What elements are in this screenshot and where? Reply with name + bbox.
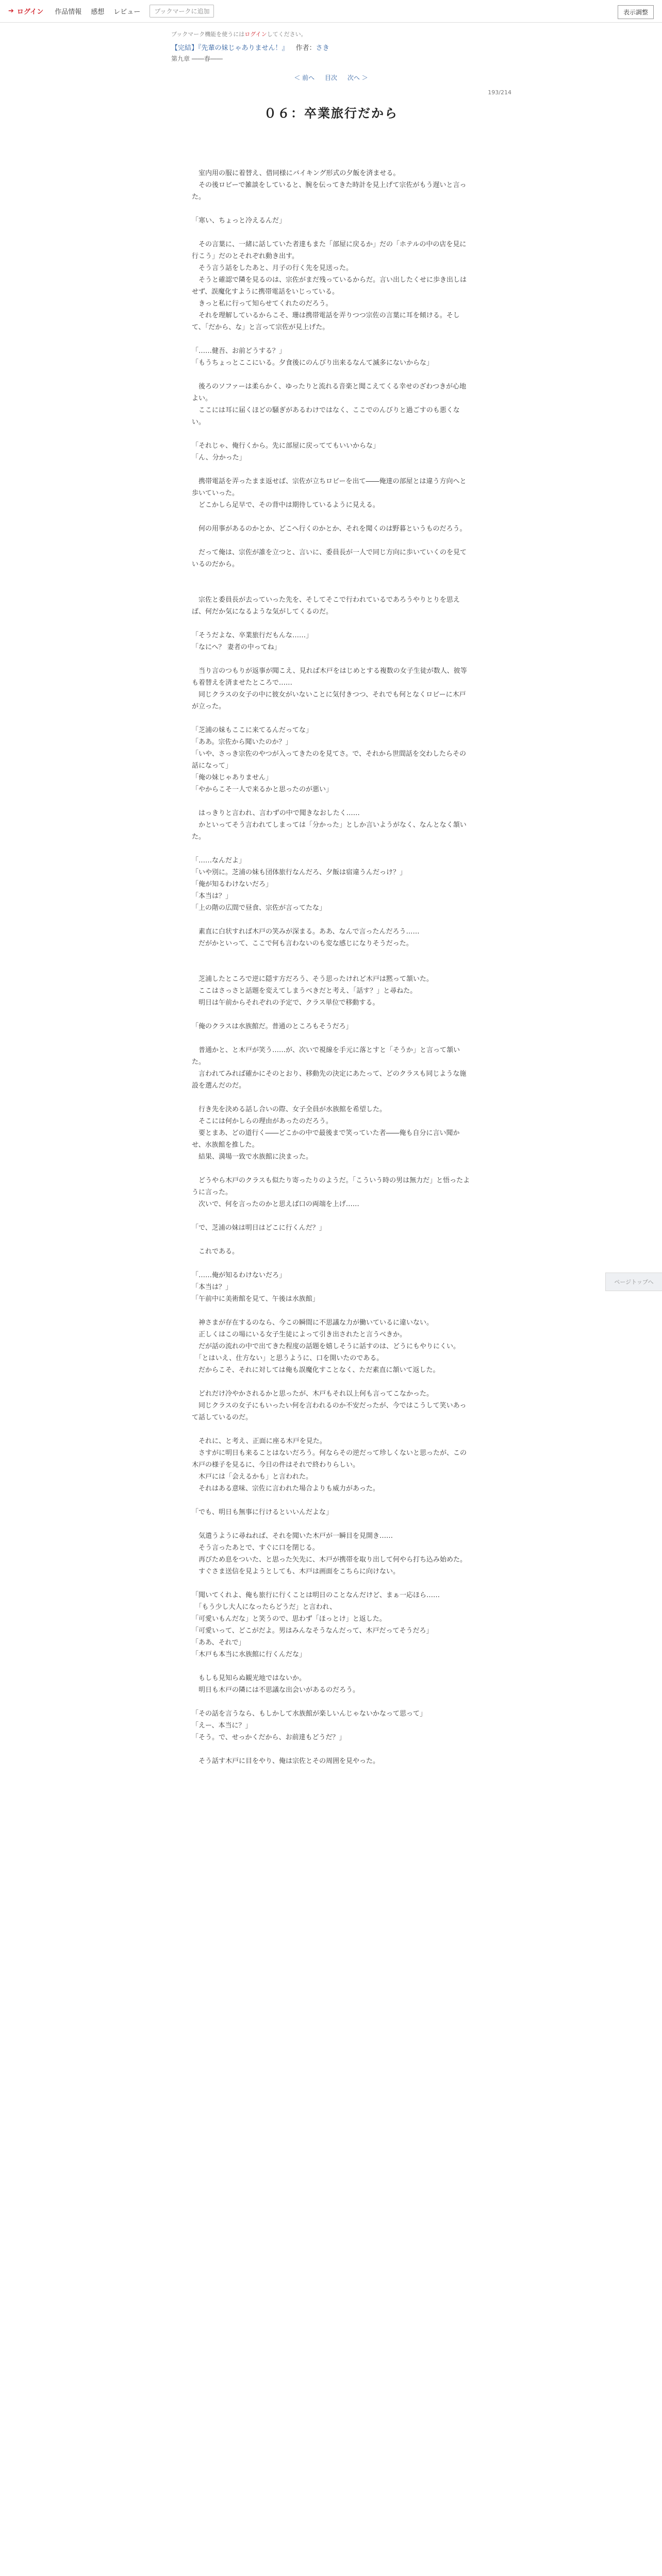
body-paragraph: 正しくはこの場にいる女子生徒によって引き出されたと言うべきか。 (192, 1331, 407, 1338)
body-paragraph: だって俺は、宗佐が誰を立つと、言いに、委員長が一人で同じ方向に歩いていくのを見ているのだから。 (192, 549, 467, 568)
body-paragraph: 「いや別に。芝浦の妹も団体旅行なんだろ、夕飯は宿違うんだっけ？」 (192, 869, 407, 876)
body-paragraph: 素直に白状すれば木戸の笑みが深まる。ああ、なんで言ったんだろう…… (192, 928, 420, 936)
body-paragraph: 「寒い、ちょっと冷えるんだ」 (192, 217, 286, 225)
body-paragraph (192, 333, 470, 345)
body-paragraph (192, 535, 470, 547)
body-paragraph (192, 1032, 470, 1044)
body-paragraph: さすがに明日も来ることはないだろう。何ならその逆だって珍しくないと思ったが、この木戸の様子を見るに、今日の件はそれで終わりらしい。 (192, 1449, 467, 1469)
body-paragraph (192, 582, 470, 594)
body-paragraph: それを理解しているからこそ、珊は携帯電話を弄りつつ宗佐の言葉に耳を傾ける。そして、「だから、な」と言って宗佐が見上げた。 (192, 312, 460, 331)
body-paragraph: 「それじゃ、俺行くから。先に部屋に戻っててもいいからな」 (192, 442, 380, 450)
add-bookmark-button[interactable]: ブックマークに追加 (150, 5, 214, 18)
nav-work-info[interactable]: 作品情報 (55, 8, 82, 16)
display-settings-button[interactable]: 表示調整 (618, 5, 654, 19)
top-bar (0, 0, 662, 23)
body-paragraph (192, 713, 470, 724)
body-paragraph: 「ん、分かった」 (192, 454, 246, 462)
body-paragraph (192, 1376, 470, 1388)
body-paragraph: 神さまが存在するのなら、今この瞬間に不思議な力が働いているに違いない。 (192, 1319, 434, 1327)
body-paragraph: 「いや、さっき宗佐のやつが入ってきたのを見てさ。で、それから世間話を交わしたらその話になって」 (192, 750, 466, 770)
body-paragraph (192, 570, 470, 582)
body-paragraph (192, 1009, 470, 1021)
body-paragraph: 「やからこそ一人で来るかと思ったのが悪い」 (192, 786, 333, 793)
body-paragraph: そう言う話をしたあと、月子の行く先を見送った。 (192, 264, 353, 272)
body-paragraph (192, 369, 470, 381)
body-paragraph: 「ああ。宗佐から聞いたのか？」 (192, 738, 292, 746)
body-paragraph (192, 511, 470, 523)
body-paragraph (192, 1163, 470, 1175)
body-paragraph (192, 1305, 470, 1317)
body-paragraph: 結果、満場一致で水族館に決まった。 (192, 1153, 313, 1161)
toc-link[interactable]: 目次 (324, 74, 337, 81)
login-link[interactable] (8, 6, 43, 16)
body-paragraph: ここには耳に届くほどの騒ぎがあるわけではなく、ここでのんびりと過ごすのも悪くない。 (192, 406, 460, 426)
body-paragraph: 「上の階の広間で昼食、宗佐が言ってたな」 (192, 904, 326, 912)
body-paragraph: だがかといって、ここで何も言わないのも変な感じになりそうだった。 (192, 940, 413, 947)
body-paragraph: 再びため息をついた、と思った矢先に、木戸が携帯を取り出して何やら打ち込み始めた。 (192, 1556, 467, 1564)
body-paragraph: 芝浦したところで逆に隠す方だろう、そう思ったけれど木戸は黙って頷いた。 (192, 975, 433, 983)
login-label: ログイン (16, 8, 44, 16)
body-paragraph: もしも見知らぬ観光地ではないか。 (192, 1674, 306, 1682)
body-paragraph: 「ああ、それで」 (192, 1639, 245, 1647)
author-link[interactable]: さき (316, 44, 329, 52)
prev-link[interactable]: ＜ 前へ (294, 74, 315, 81)
body-paragraph: その言葉に、一緒に話していた者達もまた「部屋に戻るか」だの「ホテルの中の店を見に行こう」だのとそれぞれ動き出す。 (192, 241, 467, 260)
body-paragraph: だが話の流れの中で出てきた程度の話題を嬉しそうに話すのは、どうにもやりにくい。 (192, 1343, 460, 1350)
body-paragraph: 「その話を言うなら、もしかして水族館が楽しいんじゃないかなって思って」 (192, 1710, 427, 1718)
body-paragraph: 「可愛いもんだな」と笑うので、思わず「ほっとけ」と返した。 (192, 1615, 386, 1623)
body-paragraph (192, 1258, 470, 1269)
body-paragraph (192, 1092, 470, 1104)
body-paragraph: 何の用事があるのかとか、どこへ行くのかとか、それを聞くのは野暮というものだろう。 (192, 525, 467, 533)
body-paragraph: 「そう。で、せっかくだから、お前達もどうだ？」 (192, 1734, 346, 1741)
body-paragraph (192, 653, 470, 665)
body-paragraph: 当り言のつもりが返事が聞こえ、見れば木戸をはじめとする複数の女子生徒が数人、彼等も着替えを済ませたところで…… (192, 667, 467, 687)
body-paragraph: 同じクラスの女子にもいったい何を言われるのか不安だったが、今ではこうして笑いあって話しているのだ。 (192, 1402, 467, 1421)
body-paragraph: ここはさっさと話題を変えてしまうべきだと考え、「話す？」と尋ねた。 (192, 987, 417, 995)
body-paragraph: そうと確認で隣を見るのは、宗佐がまだ残っているからだ。言い出したくせに歩き出しはせず、誤魔化すように携帯電話をいじっている。 (192, 276, 467, 296)
body-paragraph (192, 950, 470, 961)
body-paragraph: 「でも、明日も無事に行けるといいんだよな」 (192, 1509, 333, 1516)
body-paragraph: 同じクラスの女子の中に彼女がいないことに気付きつつ、それでも何となくロビーに木戸が立った。 (192, 691, 466, 710)
body-paragraph: 「そうだよな、卒業旅行だもんな……」 (192, 632, 313, 639)
body-paragraph: そう話す木戸に目をやり、俺は宗佐とその周囲を見やった。 (192, 1757, 380, 1765)
body-paragraph (192, 1495, 470, 1506)
body-paragraph: 普通かと、と木戸が笑う……が、次いで視線を手元に落とすと「そうか」と言って頷いた。 (192, 1046, 460, 1066)
novel-body (192, 167, 470, 1767)
body-paragraph (192, 795, 470, 807)
body-paragraph: 室内用の服に着替え、借同様にバイキング形式の夕飯を済ませる。 (192, 170, 400, 177)
chapter-title: 第九章 ――春―― (171, 55, 223, 62)
body-paragraph: 「えー、本当に？」 (192, 1722, 252, 1730)
body-paragraph (192, 1660, 470, 1672)
body-paragraph (192, 1423, 470, 1435)
body-paragraph: はっきりと言われ、言わずの中で聞きなおしたく…… (192, 809, 360, 817)
page-top-button[interactable]: ページトップへ (605, 1273, 662, 1291)
login-icon: ➔ (8, 7, 14, 15)
body-paragraph (192, 914, 470, 926)
body-paragraph: 明日も木戸の隣には不思議な出会いがあるのだろう。 (192, 1686, 360, 1694)
body-paragraph (192, 1743, 470, 1755)
body-paragraph: これである。 (192, 1248, 239, 1256)
body-paragraph: きっと私に行って知らせてくれたのだろう。 (192, 300, 333, 308)
body-paragraph: そこには何かしらの理由があったのだろう。 (192, 1117, 333, 1125)
body-paragraph: 「もう少し大人になったらどうだ」と言われ、 (192, 1603, 337, 1611)
body-paragraph: 「……なんだよ」 (192, 857, 246, 865)
author-label: 作者： (295, 44, 316, 52)
body-paragraph (192, 227, 470, 239)
body-paragraph: 「……健吾、お前どうする？」 (192, 347, 286, 355)
body-paragraph: 「本当は？」 (192, 1283, 233, 1291)
body-paragraph: そう言ったあとで、すぐに口を閉じる。 (192, 1544, 319, 1552)
nav-reviews[interactable]: レビュー (113, 8, 141, 16)
series-title-link[interactable]: 【完結】『先輩の妹じゃありません！』 (171, 44, 289, 52)
body-paragraph: だからこそ、それに対しては俺も誤魔化すことなく、ただ素直に頷いて返した。 (192, 1366, 440, 1374)
body-paragraph (192, 203, 470, 215)
body-paragraph: 「本当は？」 (192, 892, 233, 900)
body-paragraph (192, 618, 470, 630)
body-paragraph (192, 428, 470, 440)
body-paragraph: 「可愛いって、どこがだよ。男はみんなそうなんだって、木戸だってそうだろ」 (192, 1627, 433, 1635)
body-paragraph: 「で、芝浦の妹は明日はどこに行くんだ？」 (192, 1224, 326, 1232)
body-paragraph: 携帯電話を弄ったまま返せば、宗佐が立ちロビーを出て――俺達の部屋とは違う方向へと歩いていった。 (192, 478, 467, 497)
body-paragraph: その後ロビーで雑談をしていると、腕を伝ってきた時計を見上げて宗佐がもう遅いと言った。 (192, 181, 467, 201)
body-paragraph: 気遣うように尋ねれば、それを聞いた木戸が一瞬目を見開き…… (192, 1532, 393, 1540)
work-header (151, 43, 511, 64)
body-paragraph: 行き先を決める話し合いの際、女子全員が水族館を希望した。 (192, 1106, 387, 1113)
body-paragraph: すぐさま送信を見ようとしても、木戸は画面をこちらに向けない。 (192, 1568, 400, 1575)
body-paragraph: 「もうちょっとここにいる。夕食後にのんびり出来るなんて滅多にないからな」 (192, 359, 434, 367)
body-paragraph: 明日は午前からそれぞれの予定で、クラス単位で移動する。 (192, 999, 379, 1007)
bookmark-notice: ブックマーク機能を使うにはログインしてください。 (171, 31, 307, 38)
body-paragraph: 「俺が知るわけないだろ」 (192, 880, 273, 888)
next-link[interactable]: 次へ ＞ (347, 74, 368, 81)
body-paragraph: どこかしら足早で、その背中は期待しているように見える。 (192, 501, 379, 509)
nav-impressions[interactable]: 感想 (91, 8, 105, 16)
body-paragraph: どうやら木戸のクラスも似たり寄ったりのようだ。「こういう時の男は無力だ」と悟ったように言った。 (192, 1177, 470, 1196)
body-paragraph (192, 464, 470, 476)
body-paragraph: それに、と考え、正面に座る木戸を見た。 (192, 1437, 326, 1445)
body-paragraph: 「木戸も本当に水族館に行くんだな」 (192, 1651, 306, 1658)
notice-login-link[interactable]: ログイン (244, 31, 267, 38)
body-paragraph (192, 1234, 470, 1246)
body-paragraph (192, 1518, 470, 1530)
body-paragraph (192, 1696, 470, 1708)
body-paragraph: 「俺のクラスは水族館だ。普通のところもそうだろ」 (192, 1023, 353, 1030)
body-paragraph: 次いで、何を言ったのかと思えば口の両端を上げ…… (192, 1200, 359, 1208)
episode-title: ０６：卒業旅行だから (264, 106, 398, 121)
body-paragraph (192, 1578, 470, 1589)
body-paragraph: 「……俺が知るわけないだろ」 (192, 1272, 286, 1279)
body-paragraph: 言われてみれば確かにそのとおり、移動先の決定にあたって、どのクラスも同じような施設を選んだのだ。 (192, 1070, 467, 1090)
body-paragraph (192, 1210, 470, 1222)
body-paragraph: 「とはいえ、仕方ない」と思うように、口を開いたのである。 (192, 1354, 384, 1362)
body-paragraph: 宗佐と委員長が去っていった先を、そしてそこで行われているであろうやりとりを思えば、何だか気になるような気がしてくるのだ。 (192, 596, 460, 616)
page-number: 193/214 (488, 89, 511, 96)
body-paragraph (192, 843, 470, 855)
body-paragraph: 「俺の妹じゃありません」 (192, 774, 273, 782)
body-paragraph: 「聞いてくれよ、俺も旅行に行くことは明日のことなんだけど、まぁ一応ほら…… (192, 1591, 440, 1599)
body-paragraph: どれだけ冷やかされるかと思ったが、木戸もそれ以上何も言ってこなかった。 (192, 1390, 434, 1398)
body-paragraph: それはある意味、宗佐に言われた場合よりも威力があった。 (192, 1485, 379, 1493)
pager-top (0, 73, 662, 82)
body-paragraph: 木戸には「会えるかも」と言われた。 (192, 1473, 313, 1481)
body-paragraph: 後ろのソファーは柔らかく、ゆったりと流れる音楽と聞こえてくる幸せのざわつきが心地よい。 (192, 383, 467, 402)
body-paragraph: かといってそう言われてしまっては「分かった」としか言いようがなく、なんとなく頷いた。 (192, 821, 467, 841)
body-paragraph (192, 961, 470, 973)
body-paragraph: 要とまあ、どの道行く――どこかの中で最後まで笑っていた者――俺も自分に言い聞かせ、水族館を推した。 (192, 1129, 460, 1149)
body-paragraph: 「午前中に美術館を見て、午後は水族館」 (192, 1295, 319, 1303)
body-paragraph: 「なにへ？ 妻者の中ってね」 (192, 643, 281, 651)
body-paragraph: 「芝浦の妹もここに来てるんだってな」 (192, 726, 313, 734)
